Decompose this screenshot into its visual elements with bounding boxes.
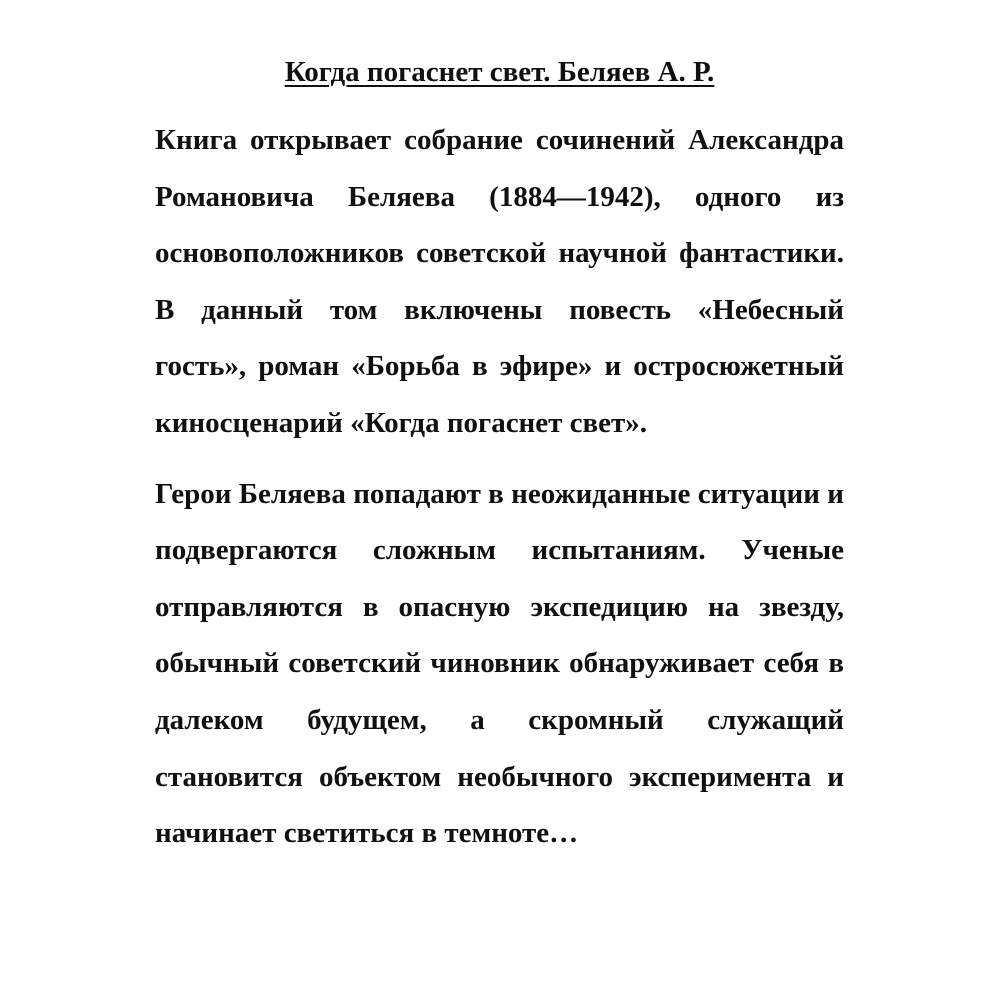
paragraph-heroes: Герои Беляева попадают в неожиданные ситуации и подвергаются сложным испытаниям. Ученые отправляются в опасную экспедицию на звезду, обычный советский чиновник обнаруживает себя в далеком будущем, а скромный служащий становится объектом необычного эксперимента и начинает светиться в темноте… — [155, 477, 844, 850]
document-page — [155, 50, 844, 862]
paragraph-intro: Книга открывает собрание сочинений Александра Романовича Беляева (1884—1942), одного из основоположников советской научной фантастики. В данный том включены повесть «Небесный гость», роман «Борьба в эфире» и остросюжетный киносценарий «Когда погаснет свет». — [155, 124, 844, 439]
page-title: Когда погаснет свет. Беляев А. Р. — [284, 56, 715, 88]
